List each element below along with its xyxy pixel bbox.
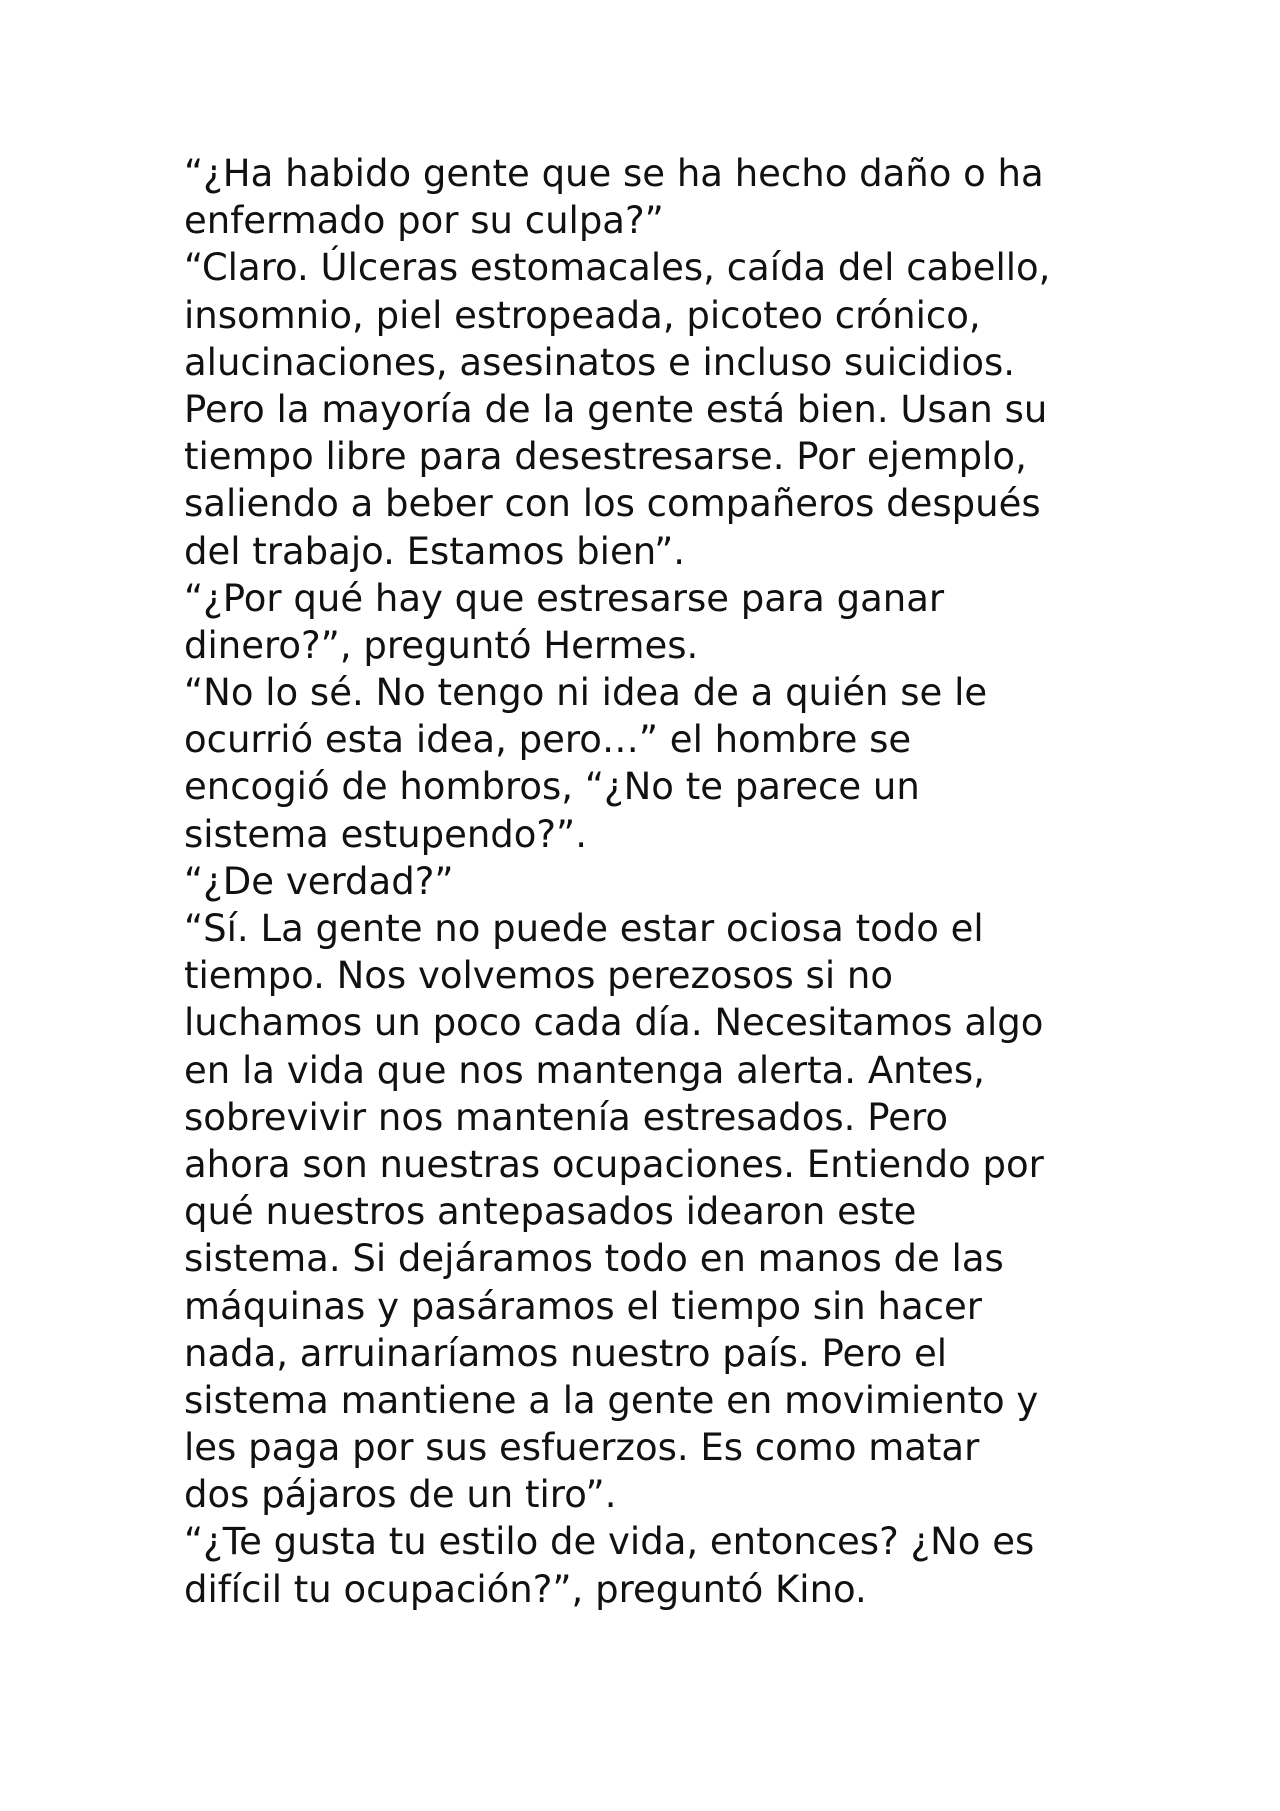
text-line: luchamos un poco cada día. Necesitamos algo — [184, 1001, 1044, 1045]
text-line: “¿Te gusta tu estilo de vida, entonces? ¿No es — [184, 1520, 1035, 1564]
text-line: saliendo a beber con los compañeros después — [184, 482, 1041, 526]
text-line: dinero?”, preguntó Hermes. — [184, 623, 699, 667]
text-line: “¿De verdad?” — [184, 859, 454, 903]
text-line: “No lo sé. No tengo ni idea de a quién se le — [184, 671, 988, 715]
text-line: nada, arruinaríamos nuestro país. Pero el — [184, 1331, 948, 1375]
text-line: “Claro. Úlceras estomacales, caída del cabello, — [184, 246, 1051, 290]
text-line: en la vida que nos mantenga alerta. Antes, — [184, 1048, 985, 1092]
text-line: sistema mantiene a la gente en movimiento y — [184, 1378, 1039, 1422]
text-line: sistema estupendo?”. — [184, 812, 587, 856]
text-line: del trabajo. Estamos bien”. — [184, 529, 686, 573]
text-line: encogió de hombros, “¿No te parece un — [184, 765, 920, 809]
text-line: difícil tu ocupación?”, preguntó Kino. — [184, 1567, 867, 1611]
text-line: máquinas y pasáramos el tiempo sin hacer — [184, 1284, 982, 1328]
text-line: insomnio, piel estropeada, picoteo crónico, — [184, 293, 981, 337]
text-line: ahora son nuestras ocupaciones. Entiendo por — [184, 1142, 1044, 1186]
text-line: ocurrió esta idea, pero…” el hombre se — [184, 718, 912, 762]
body-text — [184, 150, 1124, 1613]
text-line: “¿Por qué hay que estresarse para ganar — [184, 576, 945, 620]
text-line: “Sí. La gente no puede estar ociosa todo el — [184, 907, 984, 950]
text-line: alucinaciones, asesinatos e incluso suicidios. — [184, 340, 1016, 384]
text-line: sobrevivir nos mantenía estresados. Pero — [184, 1095, 948, 1139]
text-line: enfermado por su culpa?” — [184, 199, 664, 243]
text-line: tiempo libre para desestresarse. Por ejemplo, — [184, 435, 1027, 479]
text-line: sistema. Si dejáramos todo en manos de las — [184, 1237, 1004, 1281]
text-line: les paga por sus esfuerzos. Es como matar — [184, 1426, 980, 1470]
text-line: tiempo. Nos volvemos perezosos si no — [184, 954, 893, 998]
text-line: “¿Ha habido gente que se ha hecho daño o ha — [184, 152, 1044, 195]
text-line: dos pájaros de un tiro”. — [184, 1473, 617, 1517]
text-line: Pero la mayoría de la gente está bien. Usan su — [184, 387, 1048, 431]
text-line: qué nuestros antepasados idearon este — [184, 1190, 917, 1234]
